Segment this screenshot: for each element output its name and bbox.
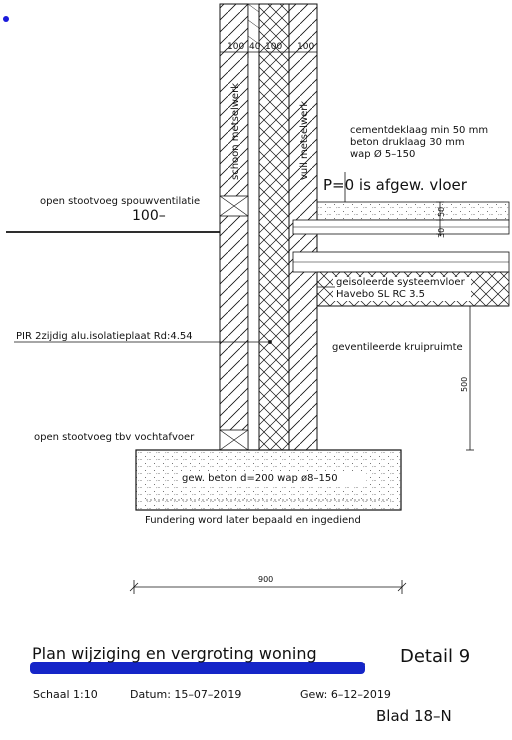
- dim-crawl-space: 500: [460, 376, 469, 392]
- dim-bottom-layer: 30: [437, 227, 446, 238]
- note-bottom-vent: open stootvoeg tbv vochtafvoer: [34, 432, 195, 443]
- system-floor-line-1: geisoleerde systeemvloer: [336, 277, 465, 288]
- foundation-label: gew. beton d=200 wap ø8–150: [182, 473, 338, 484]
- crawl-space-label: geventileerde kruipruimte: [332, 342, 463, 353]
- redaction-stroke: [30, 662, 365, 674]
- dim-outer-leaf: 100: [227, 42, 245, 52]
- outer-brick-leaf: [220, 4, 248, 450]
- revision-date: Gew: 6–12–2019: [300, 688, 391, 701]
- note-top-dim: 100–: [132, 208, 166, 224]
- system-floor-line-2: Havebo SL RC 3.5: [336, 289, 425, 300]
- foundation-width: 900: [258, 575, 274, 584]
- dim-cavity: 100: [265, 42, 283, 52]
- floor-slab: [293, 202, 509, 272]
- sheet-number: Blad 18–N: [376, 707, 452, 725]
- floor-level-note: P=0 is afgew. vloer: [323, 176, 467, 194]
- foundation-note: Fundering word later bepaald en ingediend: [145, 515, 361, 526]
- dim-top-layer: 50: [437, 206, 446, 217]
- floor-layer-3: wap Ø 5–150: [350, 149, 416, 160]
- dim-insulation: 40: [249, 42, 261, 52]
- floor-layer-2: beton druklaag 30 mm: [350, 137, 465, 148]
- project-title: Plan wijziging en vergroting woning: [32, 644, 317, 663]
- cavity-insulation: [259, 4, 289, 450]
- drawing-scale: Schaal 1:10: [33, 688, 98, 701]
- annotation-dot: [3, 16, 9, 22]
- dim-inner-leaf: 100: [297, 42, 315, 52]
- outer-wall-label: schoon metselwerk: [230, 83, 241, 180]
- note-insulation: PIR 2zijdig alu.isolatieplaat Rd:4.54: [16, 331, 193, 342]
- insulation-layer: [248, 4, 259, 450]
- floor-layer-1: cementdeklaag min 50 mm: [350, 125, 489, 136]
- inner-wall-label: vuil metselwerk: [299, 100, 310, 180]
- detail-number: Detail 9: [400, 646, 471, 667]
- note-top-vent: open stootvoeg spouwventilatie: [40, 196, 201, 207]
- drawing-date: Datum: 15–07–2019: [130, 688, 242, 701]
